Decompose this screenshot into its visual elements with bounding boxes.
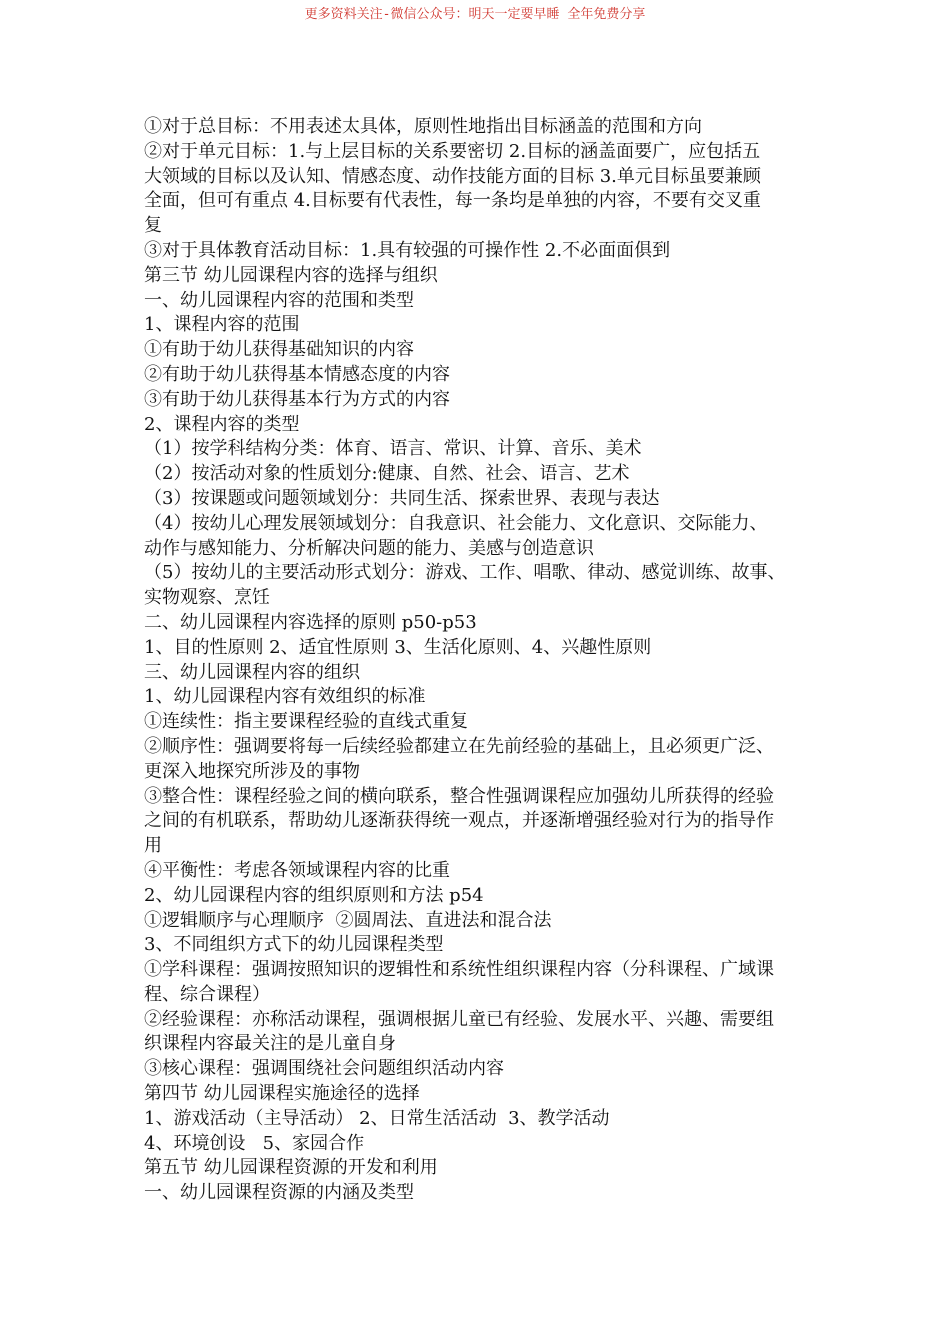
text-line: 复 [144,215,162,237]
subsection-heading: 三、幼儿园课程内容的组织 [144,661,360,683]
text-line: ①连续性：指主要课程经验的直线式重复 [144,711,468,733]
text-line: ③整合性：课程经验之间的横向联系，整合性强调课程应加强幼儿所获得的经验 [144,785,774,807]
subsection-heading: 一、幼儿园课程内容的范围和类型 [144,289,414,311]
text-line: 之间的有机联系，帮助幼儿逐渐获得统一观点，并逐渐增强经验对行为的指导作 [144,810,774,832]
section-heading: 第五节 幼儿园课程资源的开发和利用 [144,1157,438,1179]
text-line: 1、游戏活动（主导活动） 2、日常生活活动 3、教学活动 [144,1107,610,1129]
text-line: ①逻辑顺序与心理顺序 ②圆周法、直进法和混合法 [144,909,552,931]
text-line: ③核心课程：强调围绕社会问题组织活动内容 [144,1058,504,1080]
watermark-header-note: 更多资料关注-微信公众号：明天一定要早睡 全年免费分享 [304,7,646,22]
text-line: 1、目的性原则 2、适宜性原则 3、生活化原则、4、兴趣性原则 [144,636,652,658]
text-line: 2、课程内容的类型 [144,413,300,435]
text-line: （5）按幼儿的主要活动形式划分：游戏、工作、唱歌、律动、感觉训练、故事、 [144,562,786,584]
text-line: 织课程内容最关注的是儿童自身 [144,1033,396,1055]
text-line: 1、课程内容的范围 [144,314,300,336]
text-line: ②经验课程：亦称活动课程，强调根据儿童已有经验、发展水平、兴趣、需要组 [144,1008,774,1030]
text-line: ②对于单元目标：1.与上层目标的关系要密切 2.目标的涵盖面要广，应包括五 [144,140,761,162]
text-line: 2、幼儿园课程内容的组织原则和方法 p54 [144,884,484,906]
text-line: ②顺序性：强调要将每一后续经验都建立在先前经验的基础上，且必须更广泛、 [144,735,774,757]
text-line: ③有助于幼儿获得基本行为方式的内容 [144,388,450,410]
text-line: ①对于总目标：不用表述太具体，原则性地指出目标涵盖的范围和方向 [144,116,702,137]
text-line: 程、综合课程） [144,983,270,1005]
section-heading: 第四节 幼儿园课程实施途径的选择 [144,1083,420,1105]
text-line: 用 [144,835,162,857]
text-line: （3）按课题或问题领域划分：共同生活、探索世界、表现与表达 [144,487,660,509]
text-line: 1、幼儿园课程内容有效组织的标准 [144,686,426,708]
text-line: 实物观察、烹饪 [144,587,270,609]
text-line: 动作与感知能力、分析解决问题的能力、美感与创造意识 [144,537,594,559]
text-line: ④平衡性：考虑各领域课程内容的比重 [144,859,450,881]
text-line: （2）按活动对象的性质划分:健康、自然、社会、语言、艺术 [144,463,630,485]
text-line: （4）按幼儿心理发展领域划分：自我意识、社会能力、文化意识、交际能力、 [144,512,768,534]
text-line: 大领域的目标以及认知、情感态度、动作技能方面的目标 3.单元目标虽要兼顾 [144,165,761,187]
text-line: 4、环境创设 5、家园合作 [144,1132,365,1154]
text-line: ③对于具体教育活动目标：1.具有较强的可操作性 2.不必面面俱到 [144,239,671,261]
text-line: 更深入地探究所涉及的事物 [144,760,360,782]
text-line: ①有助于幼儿获得基础知识的内容 [144,339,414,361]
text-line: 全面，但可有重点 4.目标要有代表性，每一条均是单独的内容，不要有交叉重 [144,190,761,212]
text-line: 3、不同组织方式下的幼儿园课程类型 [144,934,444,956]
section-heading: 第三节 幼儿园课程内容的选择与组织 [144,264,438,286]
document-body [144,115,814,1206]
subsection-heading: 一、幼儿园课程资源的内涵及类型 [144,1182,414,1204]
text-line: （1）按学科结构分类：体育、语言、常识、计算、音乐、美术 [144,438,642,460]
subsection-heading: 二、幼儿园课程内容选择的原则 p50-p53 [144,611,477,633]
text-line: ②有助于幼儿获得基本情感态度的内容 [144,363,450,385]
text-line: ①学科课程：强调按照知识的逻辑性和系统性组织课程内容（分科课程、广域课 [144,959,774,981]
